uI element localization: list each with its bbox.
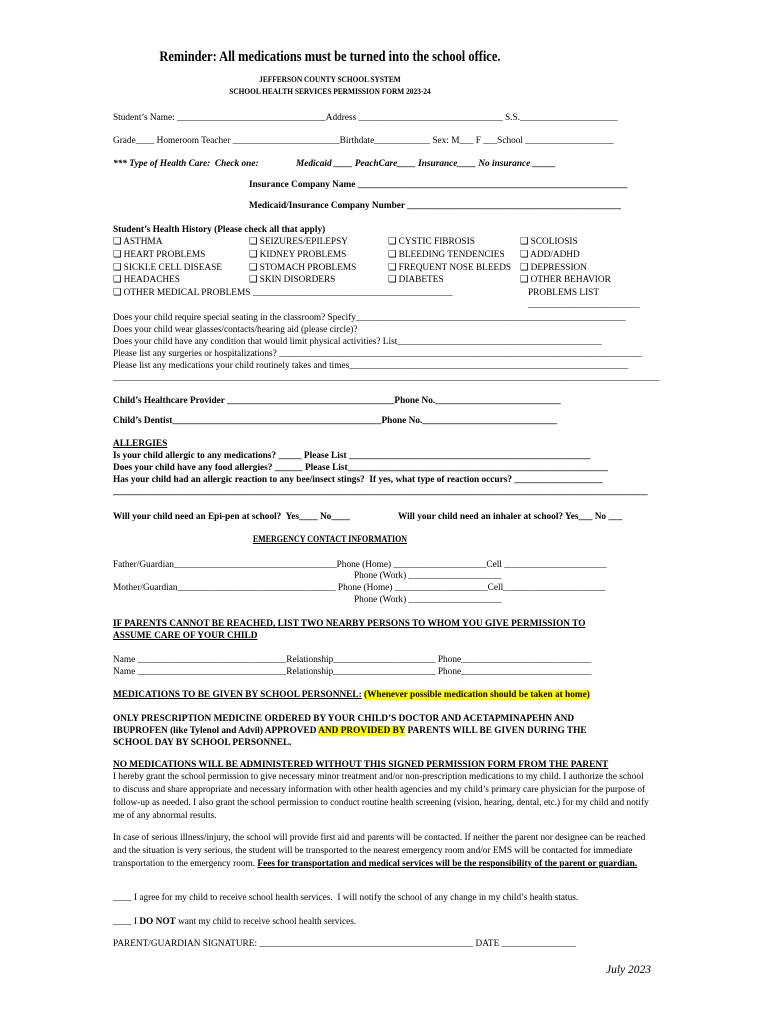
prescription-text-2c: PARENTS WILL BE GIVEN DURING THE (407, 726, 587, 736)
history-checkbox-asthma[interactable]: ❑ ASTHMA (113, 237, 163, 247)
medications-heading-row (113, 689, 590, 701)
history-checkbox-other-medical[interactable]: ❑ OTHER MEDICAL PROBLEMS ___________________________________________ (113, 288, 453, 298)
health-care-options[interactable]: Medicaid ____ PeachCare____ Insurance____ No insurance _____ (296, 159, 556, 169)
decline-prefix: ____ I (113, 917, 140, 927)
behavior-problems-list-field[interactable]: ________________________ (528, 300, 640, 310)
emergency-paragraph (113, 832, 653, 871)
father-work-phone-field[interactable]: Phone (Work) ____________________ (354, 571, 502, 581)
medications-note: (Whenever possible medication should be taken at home) (364, 690, 590, 700)
footer-date: July 2023 (606, 964, 652, 976)
history-checkbox-cystic-fibrosis[interactable]: ❑ CYSTIC FIBROSIS (388, 237, 475, 247)
history-checkbox-kidney[interactable]: ❑ KIDNEY PROBLEMS (249, 250, 347, 260)
prescription-text-3: SCHOOL DAY BY SCHOOL PERSONNEL. (113, 738, 292, 748)
nearby-person-2-field[interactable]: Name ________________________________Relationship______________________ Phone____________________________ (113, 667, 592, 677)
student-info-line[interactable]: Student’s Name: ________________________________Address _______________________________ S.S._____________________ (113, 113, 618, 123)
father-guardian-field[interactable]: Father/Guardian___________________________________Phone (Home) ____________________Cell ______________________ (113, 560, 607, 570)
health-care-type-label (113, 158, 259, 170)
agree-checkbox-line[interactable]: ____ I agree for my child to receive school health services. I will notify the school of any change in my child’s health status. (113, 893, 579, 903)
reminder-heading: Reminder: All medications must be turned into the school office. (159, 49, 501, 65)
school-system-title: JEFFERSON COUNTY SCHOOL SYSTEM (259, 74, 401, 84)
nearby-persons-heading: IF PARENTS CANNOT BE REACHED, LIST TWO NEARBY PERSONS TO WHOM YOU GIVE PERMISSION TO (113, 619, 586, 629)
form-title: SCHOOL HEALTH SERVICES PERMISSION FORM 2023-24 (229, 86, 431, 96)
health-history-heading: Student’s Health History (Please check all that apply) (113, 225, 326, 235)
allergy-insect-field[interactable]: Has your child had an allergic reaction to any bee/insect stings? If yes, what type of reaction occurs? ___________________ (113, 475, 603, 485)
emergency-paragraph-text: In case of serious illness/injury, the school will provide first aid and parents will be contacted. If neither the parent nor designee can be reached and the situation is very serious, the student will be transported to the nearest emergency room and/or EMS will be contacted for immediate transportation to the emergency room. (113, 833, 646, 869)
history-checkbox-diabetes[interactable]: ❑ DIABETES (388, 275, 444, 285)
question-special-seating[interactable]: Does your child require special seating in the classroom? Specify__________________________________________________________ (113, 313, 626, 323)
prescription-text-1: ONLY PRESCRIPTION MEDICINE ORDERED BY YOUR CHILD’S DOCTOR AND ACETAPMINAPEHN AND (113, 714, 575, 724)
decline-suffix: want my child to receive school health services. (175, 917, 357, 927)
no-medications-heading: NO MEDICATIONS WILL BE ADMINISTERED WITHOUT THIS SIGNED PERMISSION FORM FROM THE PARENT (113, 760, 609, 770)
prescription-text-2a: IBUPROFEN (like Tylenol and Advil) APPROVED (113, 726, 317, 736)
allergy-extra-line[interactable]: ___________________________________________________________________________________________________________________ (113, 487, 648, 497)
epipen-question[interactable]: Will your child need an Epi-pen at school? Yes____ No____ (113, 512, 350, 522)
permission-grant-paragraph: I hereby grant the school permission to give necessary minor treatment and/or non-prescription medications to my child. I authorize the school to discuss and share appropriate and necessary information with other health agencies and my child’s primary care physician for the purpose of follow-up as needed. I also grant the school permission to conduct routine health screening (vision, hearing, dental, etc.) for my child and notify me of any abnormal results. (113, 772, 649, 821)
history-checkbox-scoliosis[interactable]: ❑ SCOLIOSIS (520, 237, 578, 247)
mother-work-phone-field[interactable]: Phone (Work) ____________________ (354, 595, 502, 605)
prescription-text-2 (113, 725, 587, 737)
behavior-problems-list-label: PROBLEMS LIST (528, 288, 600, 298)
history-checkbox-depression[interactable]: ❑ DEPRESSION (520, 263, 587, 273)
inhaler-question[interactable]: Will your child need an inhaler at school? Yes___ No ___ (398, 512, 623, 522)
question-surgeries[interactable]: Please list any surgeries or hospitalizations? ______________________________________________________________________________ (113, 349, 642, 359)
health-care-type-text: *** Type of Health Care: Check one: (113, 159, 259, 169)
question-glasses[interactable]: Does your child wear glasses/contacts/hearing aid (please circle)? (113, 325, 358, 335)
medicaid-number-field[interactable]: Medicaid/Insurance Company Number ______________________________________________ (249, 201, 621, 211)
allergy-food-field[interactable]: Does your child have any food allergies? ______ Please List________________________________________________________ (113, 463, 608, 473)
history-checkbox-stomach[interactable]: ❑ STOMACH PROBLEMS (249, 263, 357, 273)
history-checkbox-headaches[interactable]: ❑ HEADACHES (113, 275, 180, 285)
nearby-person-1-field[interactable]: Name ________________________________Relationship______________________ Phone____________________________ (113, 655, 592, 665)
insurance-company-field[interactable]: Insurance Company Name __________________________________________________________ (249, 180, 628, 190)
question-physical-limits[interactable]: Does your child have any condition that would limit physical activities? List____________________________________________ (113, 337, 602, 347)
signature-field[interactable]: PARENT/GUARDIAN SIGNATURE: ______________________________________________ DATE ________________ (113, 939, 576, 949)
history-checkbox-bleeding[interactable]: ❑ BLEEDING TENDENCIES (388, 250, 505, 260)
allergies-heading: ALLERGIES (113, 439, 168, 449)
history-checkbox-other-behavior[interactable]: ❑ OTHER BEHAVIOR (520, 275, 611, 285)
grade-info-line[interactable]: Grade____ Homeroom Teacher _______________________Birthdate____________ Sex: M___ F ___School ___________________ (113, 136, 614, 146)
dentist-field[interactable]: Child’s Dentist_____________________________________________Phone No._____________________________ (113, 416, 558, 426)
healthcare-provider-field[interactable]: Child’s Healthcare Provider ____________________________________Phone No.___________________________ (113, 396, 561, 406)
decline-checkbox-line[interactable] (113, 916, 356, 928)
nearby-persons-heading-cont: ASSUME CARE OF YOUR CHILD (113, 631, 258, 641)
medications-heading: MEDICATIONS TO BE GIVEN BY SCHOOL PERSONNEL: (113, 690, 362, 700)
history-checkbox-sickle-cell[interactable]: ❑ SICKLE CELL DISEASE (113, 263, 222, 273)
question-medications[interactable]: Please list any medications your child routinely takes and times____________________________________________________________ (113, 361, 629, 371)
mother-guardian-field[interactable]: Mother/Guardian__________________________________ Phone (Home) ____________________Cell______________________ (113, 583, 606, 593)
decline-bold: DO NOT (139, 917, 176, 927)
history-checkbox-nose-bleeds[interactable]: ❑ FREQUENT NOSE BLEEDS (388, 263, 512, 273)
history-checkbox-seizures[interactable]: ❑ SEIZURES/EPILEPSY (249, 237, 348, 247)
history-checkbox-adhd[interactable]: ❑ ADD/ADHD (520, 250, 580, 260)
emergency-contact-heading: EMERGENCY CONTACT INFORMATION (252, 535, 408, 545)
allergy-medications-field[interactable]: Is your child allergic to any medications? _____ Please List ____________________________________________________ (113, 451, 591, 461)
emergency-fees-text: Fees for transportation and medical services will be the responsibility of the parent or guardian. (257, 859, 638, 869)
question-extra-line[interactable]: ______________________________________________________________________________________________________________________________ (113, 373, 660, 383)
provided-by-highlight: AND PROVIDED BY (318, 726, 406, 736)
history-checkbox-heart[interactable]: ❑ HEART PROBLEMS (113, 250, 206, 260)
history-checkbox-skin[interactable]: ❑ SKIN DISORDERS (249, 275, 336, 285)
